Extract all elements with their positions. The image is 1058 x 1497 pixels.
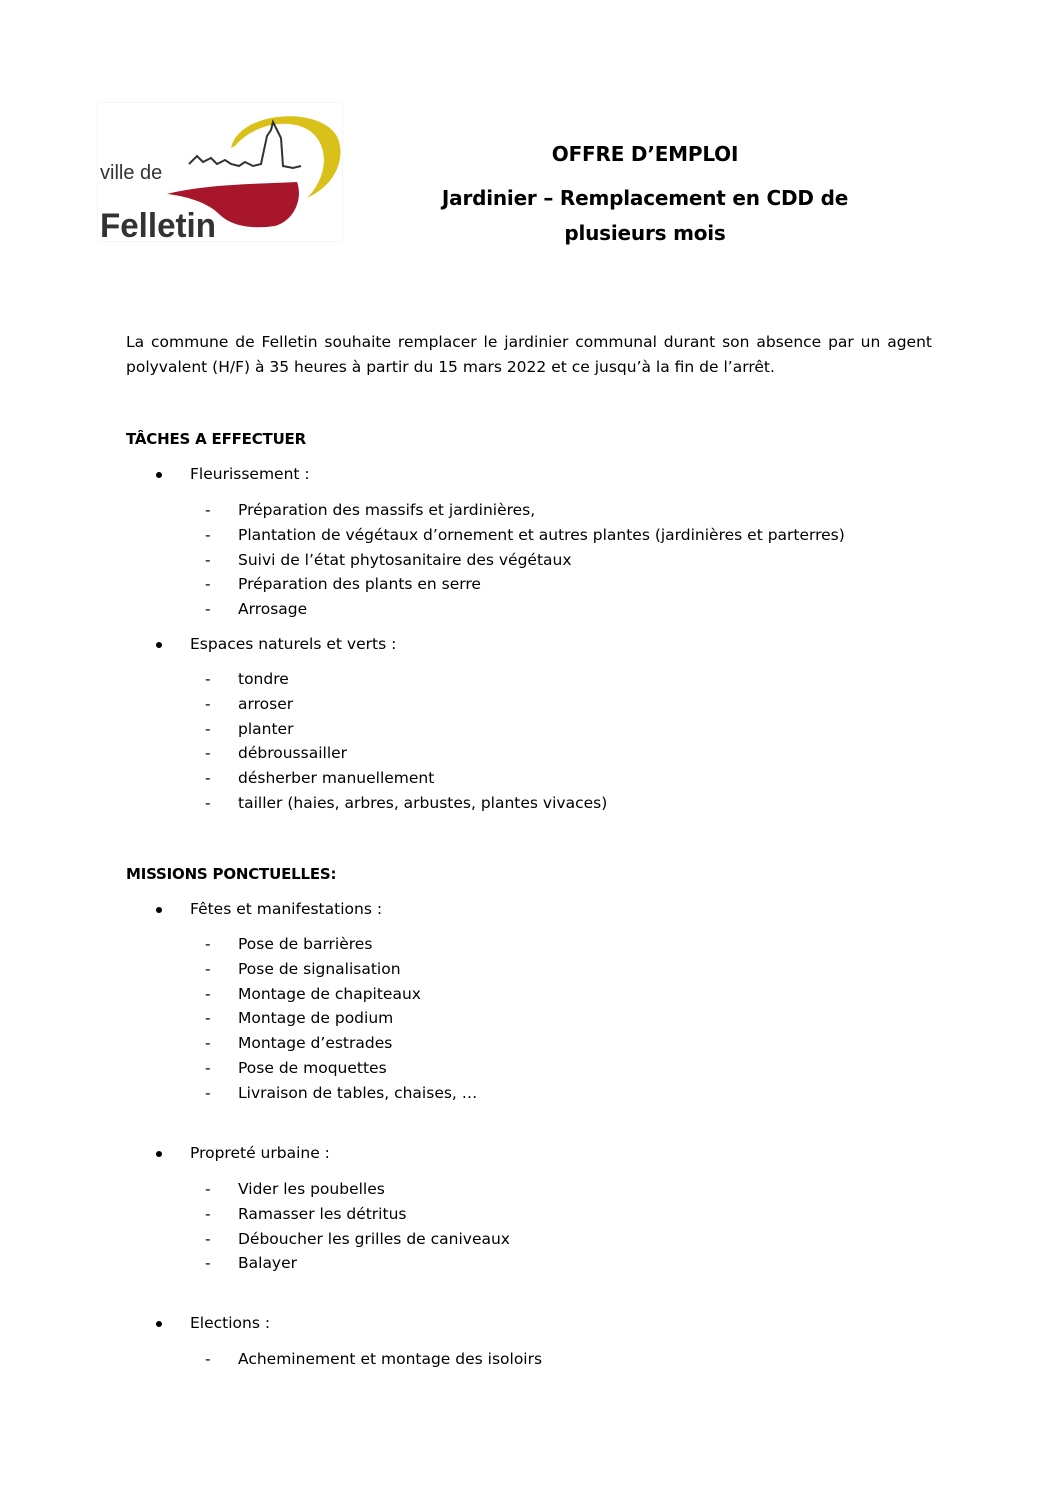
dash-icon: - — [205, 525, 211, 544]
dash-icon: - — [205, 1034, 211, 1053]
dash-icon: - — [205, 1083, 211, 1102]
dash-icon: - — [205, 1254, 211, 1273]
dash-icon: - — [205, 694, 211, 713]
dash-icon: - — [205, 793, 211, 812]
dash-icon: - — [205, 1009, 211, 1028]
bullet-label: Fêtes et manifestations : — [190, 900, 383, 918]
list-item: - Pose de barrières — [205, 932, 477, 957]
bullet-dot-icon — [156, 1151, 162, 1157]
job-title-line1: Jardinier – Remplacement en CDD de — [441, 186, 849, 210]
list-item: - Préparation des massifs et jardinières, — [205, 498, 845, 523]
dash-icon: - — [205, 1180, 211, 1198]
list-item: - Pose de moquettes — [205, 1056, 477, 1081]
dash-icon: - — [205, 1350, 211, 1368]
list-item: - Montage de chapiteaux — [205, 982, 477, 1007]
list-item: - Balayer — [205, 1251, 510, 1276]
list-item: - Pose de signalisation — [205, 957, 477, 982]
bullet-dot-icon — [156, 907, 162, 913]
dash-icon: - — [205, 959, 211, 978]
list-item: - débroussailler — [205, 741, 607, 766]
dash-icon: - — [205, 719, 211, 738]
list-item: - arroser — [205, 692, 607, 717]
offer-title: OFFRE D’EMPLOI — [551, 142, 739, 166]
proprete-list — [205, 1177, 510, 1276]
intro-paragraph: La commune de Felletin souhaite remplacer le jardinier communal durant son absence par un agent polyvalent (H/F) à 35 heures à partir du 15 mars 2022 et ce jusqu’à la fin de l’arrêt. — [126, 333, 932, 376]
dash-icon: - — [205, 744, 211, 763]
fleurissement-list — [205, 498, 845, 622]
dash-icon: - — [205, 1058, 211, 1077]
job-title-line2: plusieurs mois — [564, 221, 726, 245]
bullet-dot-icon — [156, 1321, 162, 1327]
espaces-verts-list — [205, 667, 607, 816]
list-item: - Ramasser les détritus — [205, 1202, 510, 1227]
list-item: - tailler (haies, arbres, arbustes, plantes vivaces) — [205, 791, 607, 816]
dash-icon: - — [205, 935, 211, 953]
list-item: - Préparation des plants en serre — [205, 572, 845, 597]
dash-icon: - — [205, 769, 211, 788]
logo-line1: ville de — [100, 162, 163, 184]
dash-icon: - — [205, 501, 211, 519]
dash-icon: - — [205, 600, 211, 619]
dash-icon: - — [205, 550, 211, 569]
felletin-logo-graphic — [97, 102, 343, 242]
dash-icon: - — [205, 1229, 211, 1248]
elections-list — [205, 1347, 542, 1372]
job-title — [380, 181, 910, 251]
dash-icon: - — [205, 575, 211, 594]
bullet-dot-icon — [156, 642, 162, 648]
list-item: - Plantation de végétaux d’ornement et autres plantes (jardinières et parterres) — [205, 523, 845, 548]
fetes-list — [205, 932, 477, 1106]
dash-icon: - — [205, 670, 211, 688]
missions-heading: MISSIONS PONCTUELLES: — [126, 865, 337, 883]
list-item: - Vider les poubelles — [205, 1177, 510, 1202]
bullet-label: Propreté urbaine : — [190, 1144, 330, 1162]
bullet-dot-icon — [156, 472, 162, 478]
list-item: - Suivi de l’état phytosanitaire des végétaux — [205, 548, 845, 573]
list-item: - Arrosage — [205, 597, 845, 622]
bullet-label: Fleurissement : — [190, 465, 310, 483]
dash-icon: - — [205, 1204, 211, 1223]
list-item: - Livraison de tables, chaises, … — [205, 1081, 477, 1106]
list-item: - planter — [205, 717, 607, 742]
taches-heading: TÂCHES A EFFECTUER — [126, 430, 306, 448]
list-item: - Montage d’estrades — [205, 1031, 477, 1056]
list-item: - Acheminement et montage des isoloirs — [205, 1347, 542, 1372]
logo-line2: Felletin — [100, 207, 216, 242]
list-item: - Déboucher les grilles de caniveaux — [205, 1227, 510, 1252]
bullet-label: Elections : — [190, 1314, 271, 1332]
list-item: - désherber manuellement — [205, 766, 607, 791]
list-item: - Montage de podium — [205, 1006, 477, 1031]
dash-icon: - — [205, 984, 211, 1003]
felletin-logo — [97, 102, 343, 242]
list-item: - tondre — [205, 667, 607, 692]
bullet-label: Espaces naturels et verts : — [190, 635, 397, 653]
